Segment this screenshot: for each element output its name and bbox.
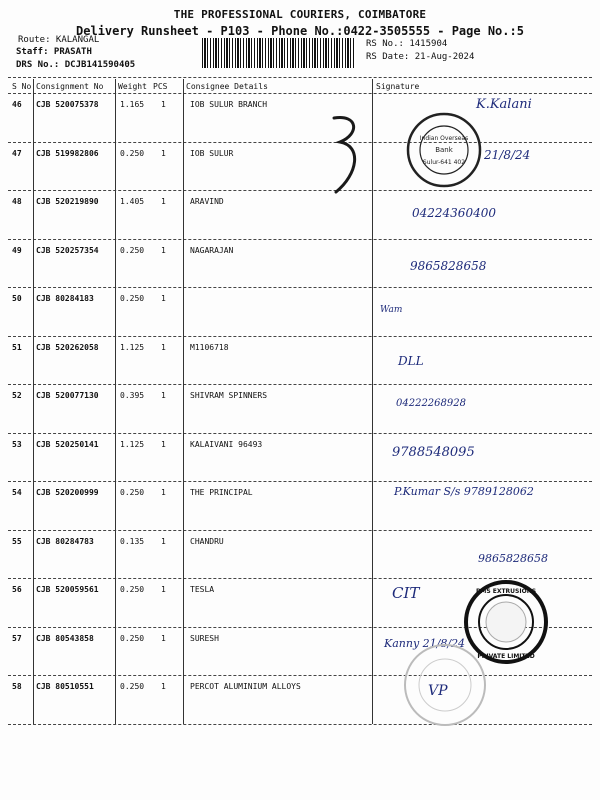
cell-consignee: IOB SULUR BRANCH <box>190 100 268 109</box>
cell-weight: 1.405 <box>120 197 145 206</box>
cell-consignee: SHIVRAM SPINNERS <box>190 391 268 400</box>
cell-sno: 49 <box>12 245 22 255</box>
signature-text: K.Kalani <box>476 97 532 112</box>
runsheet-subtitle: Delivery Runsheet - P103 - Phone No.:0422-3505555 - Page No.:5 <box>76 24 524 38</box>
cell-consignment: CJB 520200999 <box>36 488 99 497</box>
column-consignee: Consignee Details <box>186 82 268 91</box>
cell-weight: 0.250 <box>120 294 145 303</box>
row-divider <box>8 239 592 240</box>
cell-consignee: IOB SULUR <box>190 148 234 158</box>
header-bottom-divider <box>8 93 592 94</box>
cell-weight: 0.250 <box>120 682 145 691</box>
column-divider <box>183 79 184 724</box>
cell-sno: 51 <box>12 342 22 352</box>
row-divider <box>8 724 592 725</box>
signature-text: P.Kumar S/s 9789128062 <box>394 485 534 498</box>
cell-weight: 0.250 <box>120 488 145 497</box>
route-label: Route: KALANGAL <box>18 35 100 45</box>
cell-consignment: CJB 520077130 <box>36 391 99 400</box>
cell-sno: 54 <box>12 488 22 497</box>
row-divider <box>8 142 592 143</box>
svg-text:PRIVATE LIMITED: PRIVATE LIMITED <box>477 653 535 660</box>
column-divider <box>372 79 373 724</box>
row-divider <box>8 384 592 385</box>
row-divider <box>8 190 592 191</box>
cell-consignee: ARAVIND <box>190 197 224 206</box>
cell-consignee: THE PRINCIPAL <box>190 488 253 497</box>
svg-text:Sulur-641 402: Sulur-641 402 <box>422 159 466 166</box>
column-divider <box>115 79 116 724</box>
cell-sno: 47 <box>12 148 22 158</box>
svg-text:Bank: Bank <box>435 146 453 154</box>
signature-text: 04224360400 <box>412 206 496 220</box>
signature-text: 21/8/24 <box>484 147 531 162</box>
cell-sno: 57 <box>12 633 22 643</box>
cell-sno: 56 <box>12 585 22 594</box>
cell-consignee: KALAIVANI 96493 <box>190 439 263 449</box>
row-divider <box>8 530 592 531</box>
cell-consignment: CJB 80510551 <box>36 682 94 691</box>
row-divider <box>8 433 592 434</box>
handwritten-mark-icon <box>328 112 368 202</box>
cell-consignee: TESLA <box>190 585 215 594</box>
cell-sno: 46 <box>12 100 22 109</box>
cell-consignment: CJB 519982806 <box>36 148 99 158</box>
cell-pcs: 1 <box>161 439 166 449</box>
cell-weight: 0.395 <box>120 391 145 400</box>
signature-text: Kanny 21/8/24 <box>384 636 466 650</box>
cell-pcs: 1 <box>161 245 166 255</box>
cell-consignment: CJB 520257354 <box>36 245 99 255</box>
cell-consignment: CJB 520059561 <box>36 585 99 594</box>
signature-text: VP <box>428 683 448 699</box>
signature-text: 04222268928 <box>396 398 466 409</box>
cell-pcs: 1 <box>161 682 166 691</box>
column-pcs: PCS <box>153 82 168 91</box>
cell-consignment: CJB 520075378 <box>36 100 99 109</box>
cell-pcs: 1 <box>161 342 166 352</box>
cell-pcs: 1 <box>161 294 166 303</box>
cell-pcs: 1 <box>161 633 166 643</box>
signature-text: CIT <box>392 584 420 602</box>
cell-pcs: 1 <box>161 197 166 206</box>
header-top-divider <box>8 77 592 78</box>
rs-number: RS No.: 1415904 <box>366 39 448 49</box>
faint-stamp-icon <box>400 640 490 730</box>
cell-weight: 0.250 <box>120 633 145 643</box>
barcode <box>202 38 356 68</box>
cell-consignee: SURESH <box>190 633 219 643</box>
column-weight: Weight <box>118 82 147 91</box>
cell-consignment: CJB 80543858 <box>36 633 94 643</box>
cell-weight: 1.165 <box>120 100 145 109</box>
cell-sno: 52 <box>12 391 22 400</box>
cell-pcs: 1 <box>161 585 166 594</box>
cell-sno: 50 <box>12 294 22 303</box>
cell-weight: 0.250 <box>120 148 145 158</box>
cell-consignment: CJB 520262058 <box>36 342 99 352</box>
column-sno: S No <box>12 82 32 91</box>
cell-consignee: NAGARAJAN <box>190 245 234 255</box>
cell-pcs: 1 <box>161 100 166 109</box>
row-divider <box>8 336 592 337</box>
cell-pcs: 1 <box>161 391 166 400</box>
cell-consignment: CJB 80284783 <box>36 536 94 546</box>
signature-text: 9788548095 <box>392 444 475 460</box>
cell-consignee: CHANDRU <box>190 536 224 546</box>
cell-pcs: 1 <box>161 488 166 497</box>
svg-text:PMS EXTRUSIONS: PMS EXTRUSIONS <box>475 588 537 595</box>
bank-stamp-icon <box>404 110 484 190</box>
rs-date: RS Date: 21-Aug-2024 <box>366 52 475 62</box>
cell-consignee: PERCOT ALUMINIUM ALLOYS <box>190 682 301 691</box>
signature-text: DLL <box>398 353 424 368</box>
cell-weight: 0.135 <box>120 536 145 546</box>
cell-sno: 48 <box>12 197 22 206</box>
row-divider <box>8 481 592 482</box>
drs-number: DRS No.: DCJB141590405 <box>16 60 136 70</box>
staff-label: Staff: PRASATH <box>16 47 92 57</box>
cell-sno: 58 <box>12 682 22 691</box>
cell-weight: 1.125 <box>120 342 145 352</box>
cell-weight: 0.250 <box>120 245 145 255</box>
column-divider <box>33 79 34 724</box>
cell-consignment: CJB 80284183 <box>36 294 94 303</box>
company-title: THE PROFESSIONAL COURIERS, COIMBATORE <box>173 8 427 21</box>
signature-text: 9865828658 <box>478 551 548 565</box>
signature-text: Wam <box>380 305 403 315</box>
column-signature: Signature <box>376 82 420 91</box>
cell-weight: 0.250 <box>120 585 145 594</box>
column-consignment: Consignment No <box>36 82 104 91</box>
cell-sno: 53 <box>12 439 22 449</box>
cell-sno: 55 <box>12 536 22 546</box>
signature-text: 9865828658 <box>410 258 487 273</box>
cell-pcs: 1 <box>161 536 166 546</box>
row-divider <box>8 675 592 676</box>
cell-consignee: M1106718 <box>190 342 229 352</box>
svg-text:Indian Overseas: Indian Overseas <box>419 135 469 142</box>
row-divider <box>8 287 592 288</box>
cell-pcs: 1 <box>161 148 166 158</box>
cell-consignment: CJB 520250141 <box>36 439 99 449</box>
cell-weight: 1.125 <box>120 439 145 449</box>
cell-consignment: CJB 520219890 <box>36 197 99 206</box>
